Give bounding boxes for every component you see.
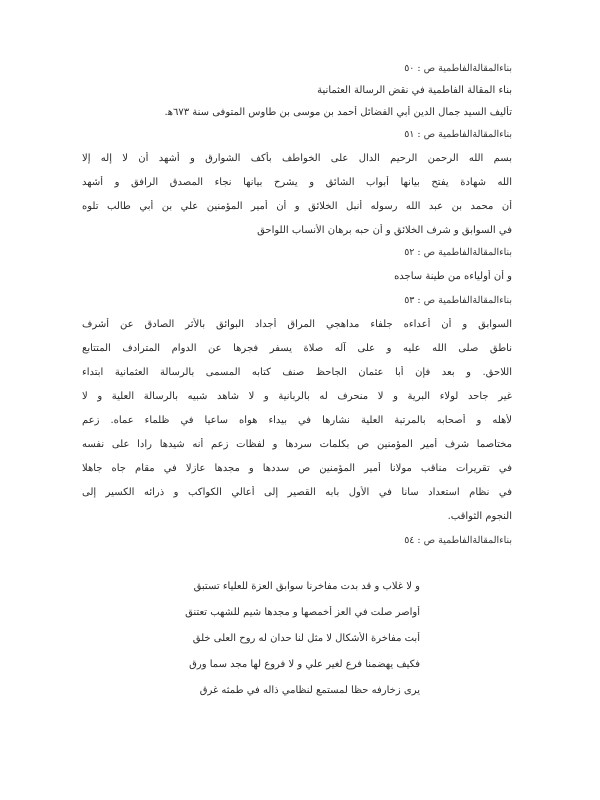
verse-line-1: و لا غلاب و قد بدت مفاخرنا سوابق العزة للعلياء تستبق bbox=[193, 581, 420, 592]
body-line-7: ناطق صلى الله عليه و على آله صلاة يسفر فجرها عن الدوام المترادف المتتابع bbox=[82, 343, 512, 354]
body-line-2: الله شهادة يفتح بيانها أبواب الشائق و يشرح بيانها نجاء المصدق الرافق و أشهد bbox=[82, 177, 512, 188]
body-line-13: في نظام استعداد سانا في الأول بابه القصير إلى أعالي الكواكب و ذرائه الكسير إلى bbox=[82, 487, 512, 498]
body-line-5: و أن أولياءه من طينة ساجده bbox=[394, 271, 512, 282]
document-title: بناء المقالة الفاطمية في نقض الرسالة العثمانية bbox=[317, 85, 512, 96]
body-line-14: النجوم الثواقب. bbox=[447, 511, 512, 522]
body-line-3: أن محمد بن عبد الله رسوله أنبل الخلائق و أن أمير المؤمنين علي بن أبي طالب تلوه bbox=[82, 201, 512, 212]
page-marker-50: بناءالمقالةالفاطمية ص : ٥٠ bbox=[404, 63, 512, 74]
body-line-4: في السوابق و شرف الخلائق و أن حبه برهان الأنساب اللواحق bbox=[257, 225, 512, 236]
author-line: تأليف السيد جمال الدين أبي الفضائل أحمد بن موسى بن طاوس المتوفى سنة ٦٧٣ه‍. bbox=[164, 107, 512, 118]
verse-line-5: يرى زخارفه حظا لمستمع لنظامي ذاله في طمثه غرق bbox=[199, 685, 420, 696]
verse-line-4: فكيف يهضمنا فرع لغير علي و لا فروع لها مجد سما ورق bbox=[189, 659, 420, 670]
body-line-6: السوابق و أن أعداءه جلفاء مداهجي المراق أجداد البوائق بالأثر الصادق عن أشرف bbox=[82, 319, 512, 330]
page-marker-51: بناءالمقالةالفاطمية ص : ٥١ bbox=[404, 129, 512, 140]
body-line-10: لأهله و أصحابه بالمرتبة العلية نشارها في بيداء هواه ساعيا في ظلماء عماه. زعم bbox=[82, 415, 512, 426]
body-line-11: مختاصما شرف أمير المؤمنين ص بكلمات سردها و لفظات زعم أنه شيدها رادا على نفسه bbox=[82, 439, 512, 450]
page-marker-53: بناءالمقالةالفاطمية ص : ٥٣ bbox=[404, 295, 512, 306]
verse-line-3: أبت مفاخرة الأشكال لا مثل لنا حدان له روح العلى خلق bbox=[192, 633, 420, 644]
verse-line-2: أواصر صلت في العز أخمصها و مجدها شيم للشهب تعتنق bbox=[185, 607, 420, 618]
body-line-12: في تقريرات مناقب مولانا أمير المؤمنين ص سددها و مجدها عازلا في مقام جاه جاهلا bbox=[82, 463, 512, 474]
body-line-9: غير جاحد لولاء البرية و لا منحرف له بالربانية و لا شاهد شبيه بالرسالة العلية و لا bbox=[82, 391, 512, 402]
page-marker-52: بناءالمقالةالفاطمية ص : ٥٢ bbox=[404, 247, 512, 258]
body-line-1: بسم الله الرحمن الرحيم الدال على الخواطف بأكف الشوارق و أشهد أن لا إله إلا bbox=[82, 153, 512, 164]
body-line-8: اللاحق. و بعد فإن أبا عثمان الجاحظ صنف كتابه المسمى بالرسالة العثمانية ابتداء bbox=[82, 367, 512, 378]
page-marker-54: بناءالمقالةالفاطمية ص : ٥٤ bbox=[404, 535, 512, 546]
